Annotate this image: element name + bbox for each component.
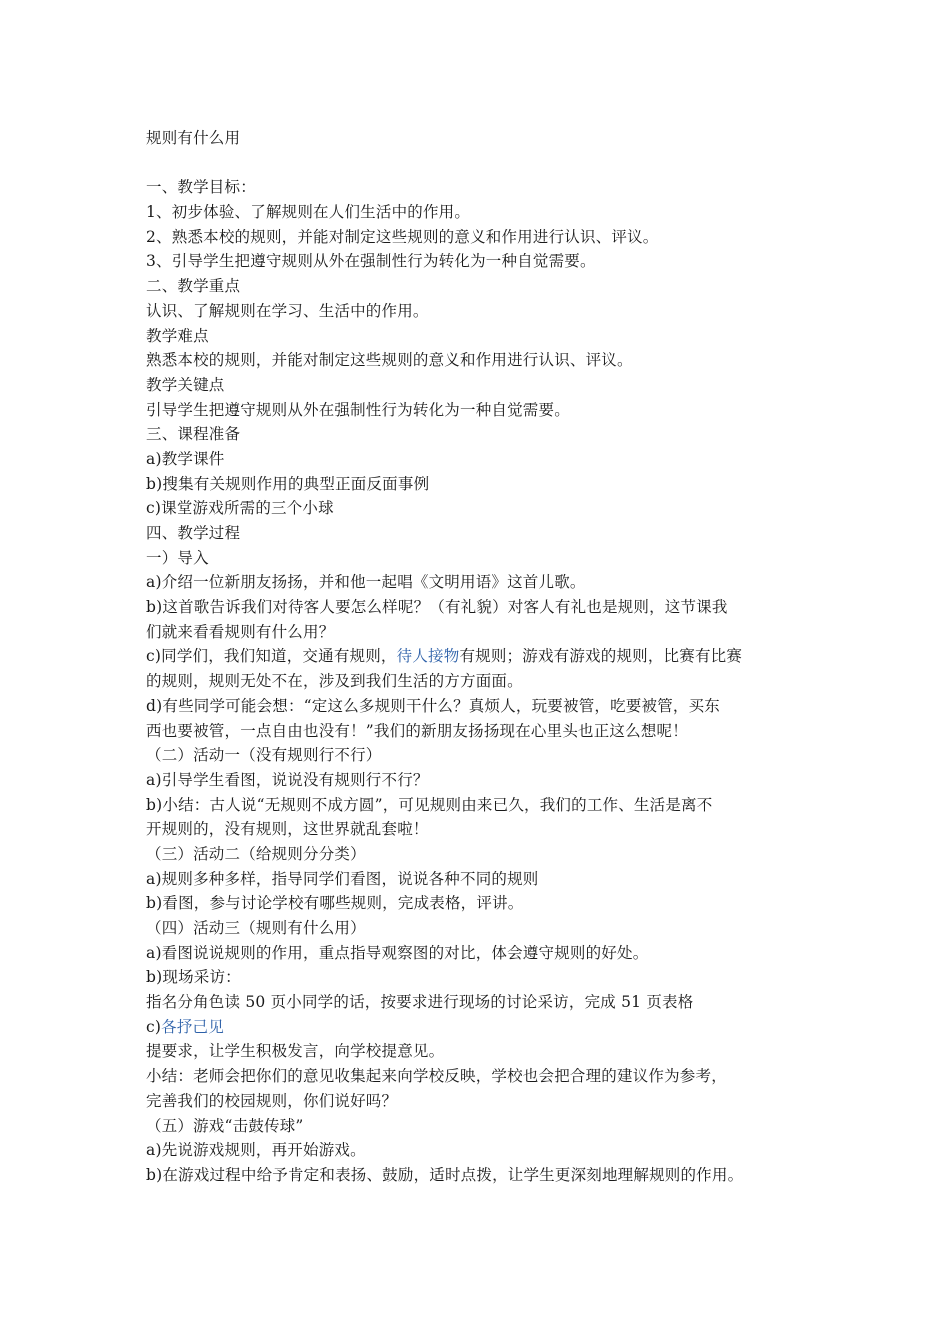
paragraph: 开规则的，没有规则，这世界就乱套啦！ [146, 820, 429, 839]
paragraph: a)看图说说规则的作用，重点指导观察图的对比，体会遵守规则的好处。 [146, 943, 649, 962]
paragraph: 西也要被管，一点自由也没有！”我们的新朋友扬扬现在心里头也正这么想呢！ [146, 721, 688, 740]
paragraph: b)这首歌告诉我们对待客人要怎么样呢？（有礼貌）对客人有礼也是规则，这节课我 [146, 598, 728, 617]
paragraph [146, 644, 836, 669]
paragraph: b)现场采访： [146, 968, 241, 987]
paragraph: a)教学课件 [146, 449, 225, 468]
subsection-heading: （二）活动一（没有规则行不行） [146, 746, 382, 765]
paragraph: 指名分角色读 50 页小同学的话，按要求进行现场的讨论采访，完成 51 页表格 [146, 993, 694, 1012]
paragraph: a)介绍一位新朋友扬扬，并和他一起唱《文明用语》这首儿歌。 [146, 573, 586, 592]
text-run: 有规则；游戏有游戏的规则，比赛有比赛 [459, 647, 743, 666]
paragraph: d)有些同学可能会想：“定这么多规则干什么？真烦人，玩要被管，吃要被管，买东 [146, 696, 720, 715]
text-run: c) [146, 1017, 162, 1036]
paragraph: 1、初步体验、了解规则在人们生活中的作用。 [146, 203, 471, 222]
paragraph: 小结：老师会把你们的意见收集起来向学校反映，学校也会把合理的建议作为参考， [146, 1067, 727, 1086]
section-heading: 教学难点 [146, 326, 209, 345]
blank-line [146, 151, 836, 176]
document-body [146, 126, 836, 1188]
subsection-heading: 一）导入 [146, 548, 209, 567]
hyperlink-geshujijian[interactable]: 各抒己见 [161, 1017, 224, 1036]
paragraph: 认识、了解规则在学习、生活中的作用。 [146, 301, 429, 320]
paragraph: 们就来看看规则有什么用？ [146, 622, 335, 641]
paragraph: a)规则多种多样，指导同学们看图，说说各种不同的规则 [146, 869, 539, 888]
subsection-heading: （五）游戏“击鼓传球” [146, 1116, 304, 1135]
paragraph: b)看图，参与讨论学校有哪些规则，完成表格，评讲。 [146, 894, 524, 913]
paragraph: 3、引导学生把遵守规则从外在强制性行为转化为一种自觉需要。 [146, 252, 596, 271]
paragraph: 的规则，规则无处不在，涉及到我们生活的方方面面。 [146, 672, 523, 691]
paragraph [146, 1015, 836, 1040]
section-heading: 三、课程准备 [146, 425, 241, 444]
paragraph: 2、熟悉本校的规则，并能对制定这些规则的意义和作用进行认识、评议。 [146, 227, 659, 246]
paragraph: b)小结：古人说“无规则不成方圆”，可见规则由来已久，我们的工作、生活是离不 [146, 795, 713, 814]
section-heading: 教学关键点 [146, 375, 225, 394]
paragraph: 提要求，让学生积极发言，向学校提意见。 [146, 1042, 445, 1061]
subsection-heading: （三）活动二（给规则分分类） [146, 844, 366, 863]
section-heading: 二、教学重点 [146, 277, 241, 296]
paragraph: 引导学生把遵守规则从外在强制性行为转化为一种自觉需要。 [146, 400, 570, 419]
paragraph: a)引导学生看图，说说没有规则行不行？ [146, 770, 429, 789]
paragraph: c)课堂游戏所需的三个小球 [146, 499, 334, 518]
paragraph: b)搜集有关规则作用的典型正面反面事例 [146, 474, 430, 493]
paragraph: b)在游戏过程中给予肯定和表扬、鼓励，适时点拨，让学生更深刻地理解规则的作用。 [146, 1165, 744, 1184]
section-heading: 一、教学目标： [146, 178, 256, 197]
hyperlink-daiturenwu[interactable]: 待人接物 [396, 647, 460, 666]
text-run: c)同学们，我们知道，交通有规则， [146, 647, 397, 666]
paragraph: 熟悉本校的规则，并能对制定这些规则的意义和作用进行认识、评议。 [146, 351, 633, 370]
document-title: 规则有什么用 [146, 129, 241, 147]
subsection-heading: （四）活动三（规则有什么用） [146, 919, 366, 937]
section-heading: 四、教学过程 [146, 524, 241, 542]
paragraph: a)先说游戏规则，再开始游戏。 [146, 1141, 366, 1160]
paragraph: 完善我们的校园规则，你们说好吗？ [146, 1091, 398, 1110]
